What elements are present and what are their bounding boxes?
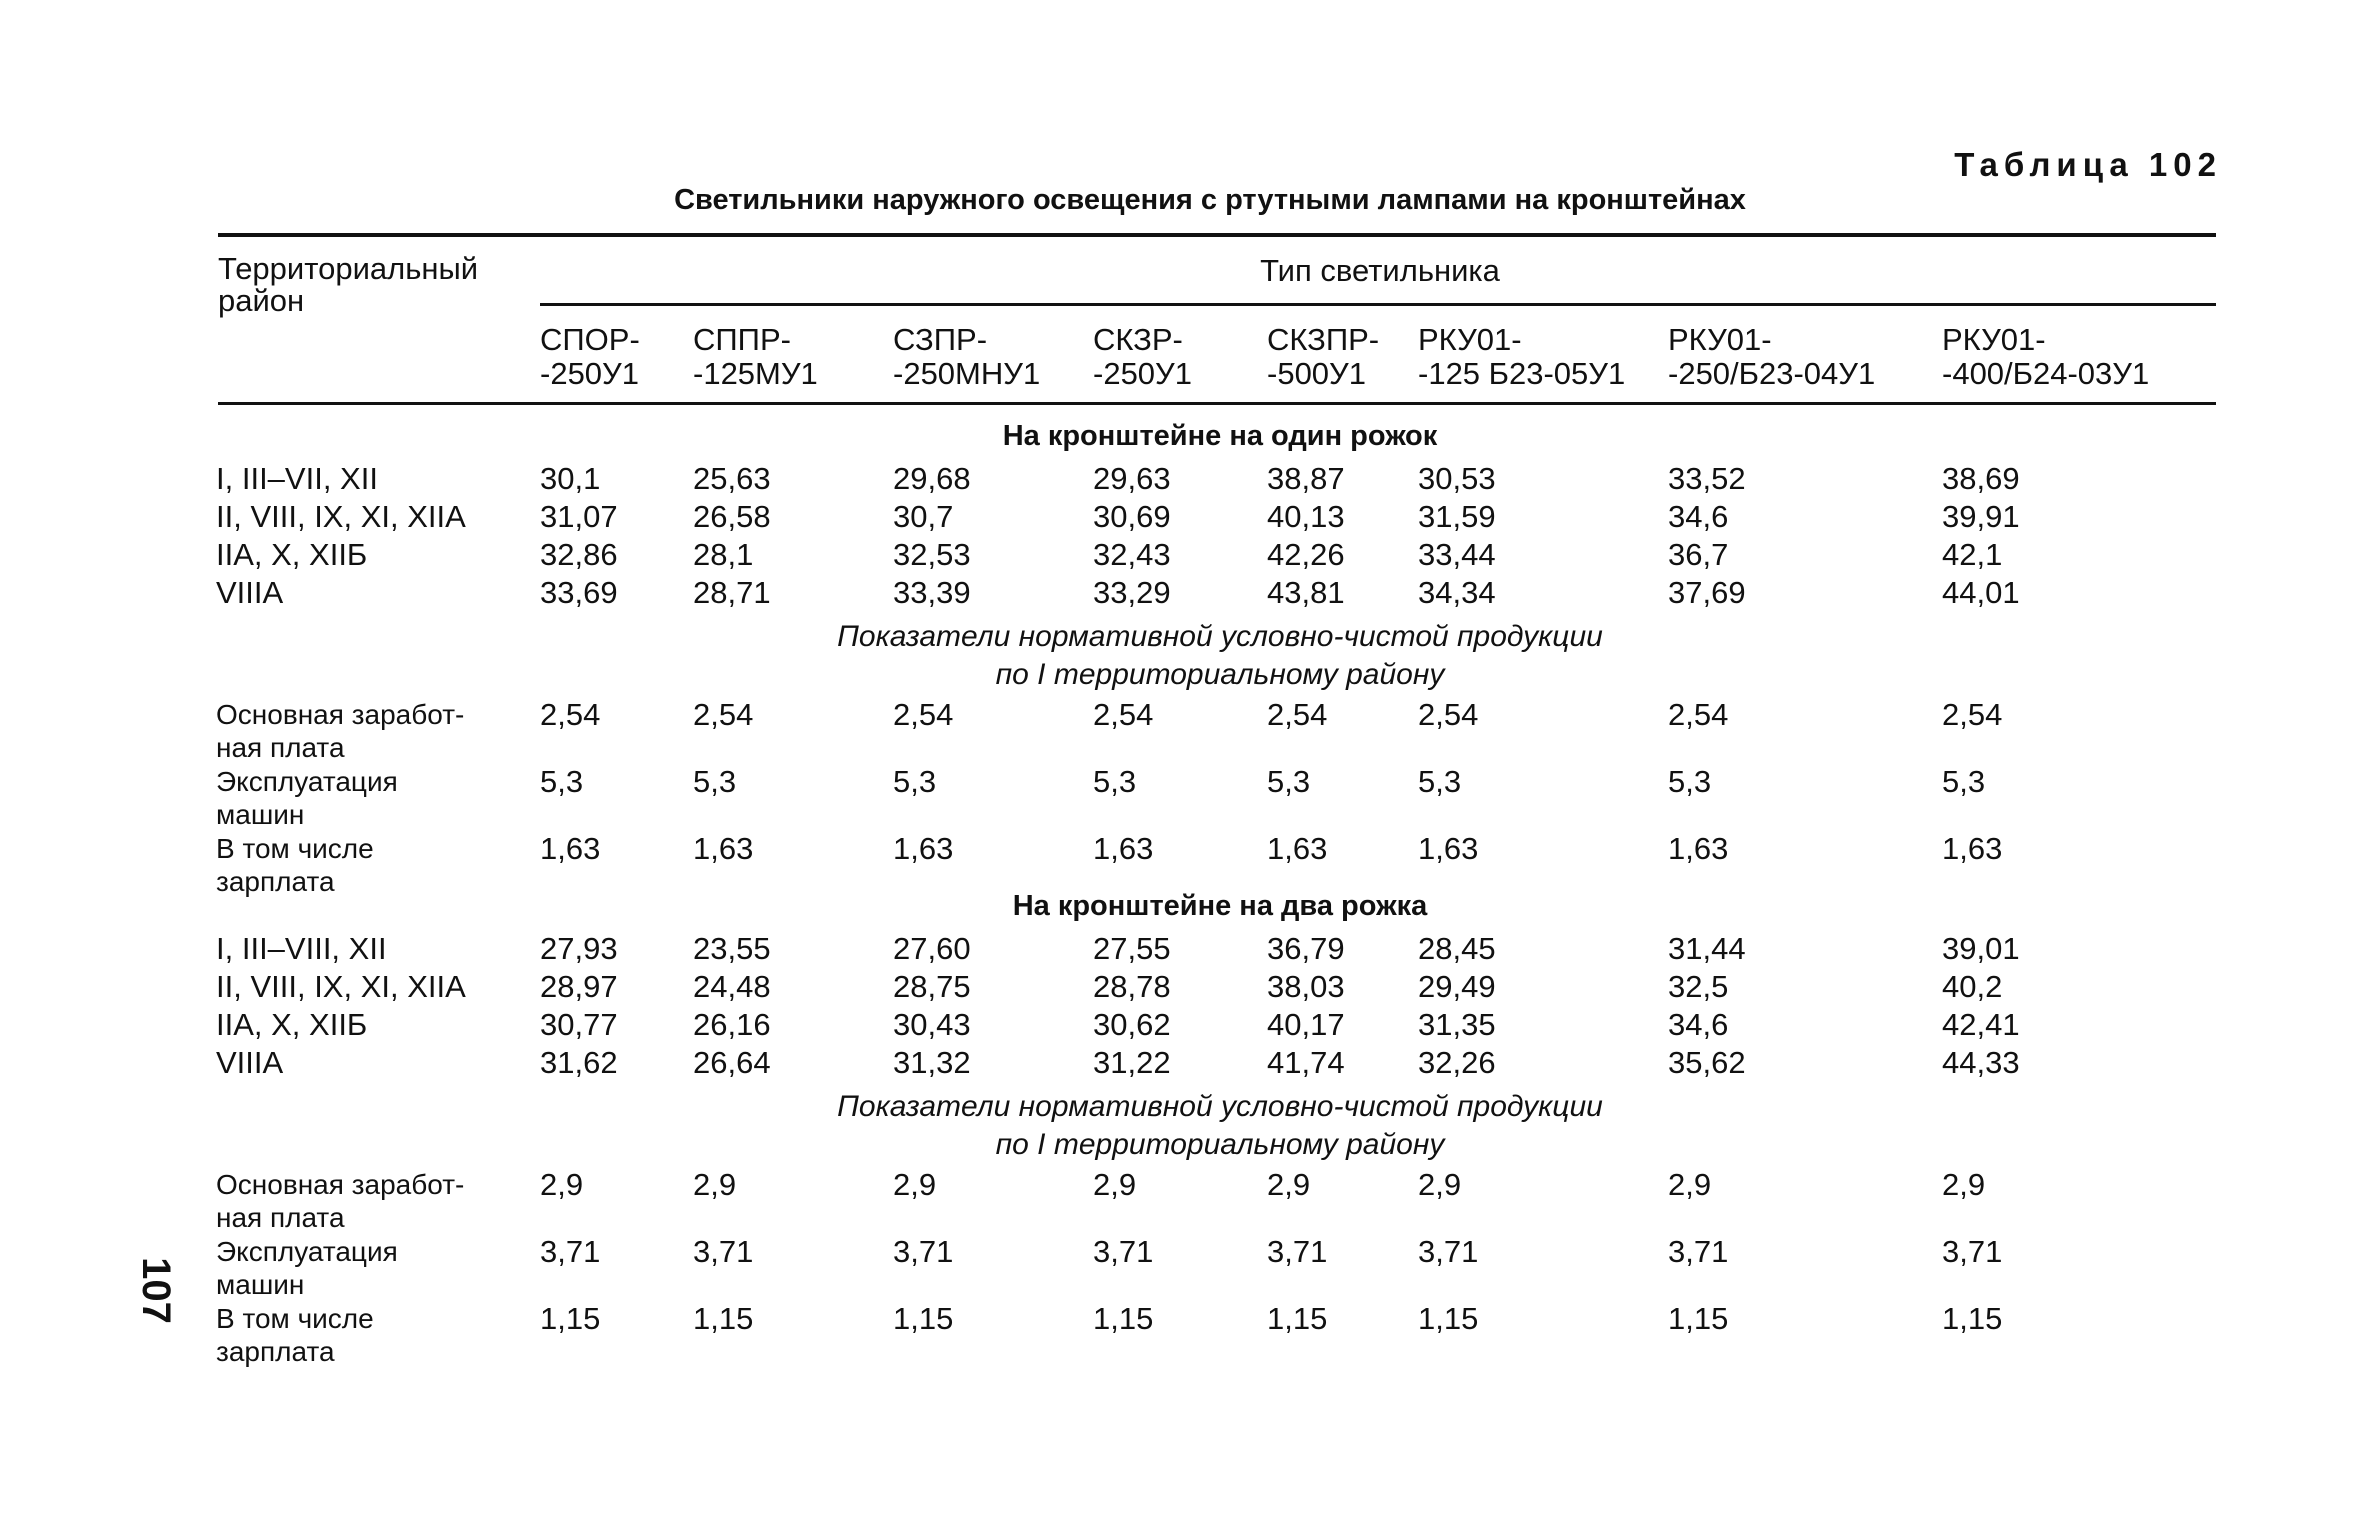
indicator-cell: 1,63 [540,831,601,866]
table-cell: 24,48 [693,969,771,1004]
table-cell: 36,7 [1668,537,1729,572]
table-cell: 38,87 [1267,461,1345,496]
indicator-cell: 2,9 [1942,1167,1986,1202]
table-cell: 33,52 [1668,461,1746,496]
table-cell: 31,32 [893,1045,971,1080]
indicator-cell: 1,63 [1267,831,1328,866]
table-cell: 42,1 [1942,537,2003,572]
indicator-cell: 5,3 [1267,764,1311,799]
table-title: Светильники наружного освещения с ртутными лампами на кронштейнах [674,184,1746,216]
region-row-label: I, III–VII, XII [216,461,378,496]
table-cell: 23,55 [693,931,771,966]
header-divider [540,303,2216,306]
region-row-label: IIA, X, XIIБ [216,537,368,572]
column-header-3 [893,323,1040,391]
table-cell: 42,41 [1942,1007,2020,1042]
indicator-cell: 2,54 [693,697,754,732]
indicator-cell: 5,3 [1418,764,1462,799]
table-cell: 33,44 [1418,537,1496,572]
table-cell: 36,79 [1267,931,1345,966]
top-rule [218,233,2216,237]
indicator-cell: 2,54 [1418,697,1479,732]
table-cell: 25,63 [693,461,771,496]
region-row-label: II, VIII, IX, XI, XIIA [216,969,466,1004]
indicator-cell: 1,15 [693,1301,754,1336]
table-cell: 34,6 [1668,1007,1729,1042]
indicator-cell: 1,15 [540,1301,601,1336]
column-header-line: -250У1 [540,356,639,391]
page-number: 107 [133,1257,178,1324]
table-cell: 27,60 [893,931,971,966]
table-cell: 43,81 [1267,575,1345,610]
table-cell: 28,1 [693,537,754,572]
table-cell: 30,1 [540,461,601,496]
indicator-label-line: машин [216,799,305,830]
indicator-label [216,698,464,764]
region-row-label: IIA, X, XIIБ [216,1007,368,1042]
region-row-label: I, III–VIII, XII [216,931,387,966]
column-header-line: СКЗПР- [1267,322,1380,357]
indicator-label-line: ная плата [216,732,345,763]
table-cell: 33,39 [893,575,971,610]
indicator-cell: 1,15 [1267,1301,1328,1336]
table-cell: 33,69 [540,575,618,610]
column-header-line: -400/Б24-03У1 [1942,356,2150,391]
column-header-line: -250МНУ1 [893,356,1041,391]
indicator-cell: 3,71 [1942,1234,2003,1269]
column-header-5 [1267,323,1379,391]
indicator-label-line: В том числе [216,833,374,864]
indicator-cell: 2,9 [1418,1167,1462,1202]
table-cell: 39,91 [1942,499,2020,534]
table-cell: 29,63 [1093,461,1171,496]
column-header-4 [1093,323,1192,391]
indicator-cell: 1,63 [1418,831,1479,866]
region-row-label: VIIIA [216,1045,284,1080]
indicator-cell: 2,54 [1668,697,1729,732]
table-cell: 30,7 [893,499,954,534]
section-note [220,618,2220,694]
table-cell: 31,35 [1418,1007,1496,1042]
table-cell: 31,22 [1093,1045,1171,1080]
column-header-line: СКЗР- [1093,322,1183,357]
table-cell: 37,69 [1668,575,1746,610]
table-cell: 29,68 [893,461,971,496]
indicator-label-line: Эксплуатация [216,766,398,797]
indicator-cell: 5,3 [893,764,937,799]
indicator-cell: 5,3 [1093,764,1137,799]
indicator-cell: 5,3 [1942,764,1986,799]
table-cell: 31,44 [1668,931,1746,966]
column-header-line: СЗПР- [893,322,988,357]
indicator-cell: 3,71 [1418,1234,1479,1269]
indicator-cell: 2,9 [540,1167,584,1202]
indicator-cell: 2,54 [1942,697,2003,732]
indicator-cell: 1,15 [1668,1301,1729,1336]
type-header: Тип светильника [1260,253,1500,288]
table-cell: 32,53 [893,537,971,572]
indicator-cell: 2,9 [693,1167,737,1202]
indicator-label [216,1168,464,1234]
table-cell: 32,86 [540,537,618,572]
indicator-cell: 2,9 [1668,1167,1712,1202]
indicator-cell: 2,9 [1093,1167,1137,1202]
indicator-cell: 3,71 [893,1234,954,1269]
column-header-line: -125 Б23-05У1 [1418,356,1626,391]
table-cell: 40,17 [1267,1007,1345,1042]
indicator-cell: 3,71 [1267,1234,1328,1269]
table-cell: 31,59 [1418,499,1496,534]
table-cell: 26,16 [693,1007,771,1042]
indicator-cell: 5,3 [693,764,737,799]
table-cell: 30,62 [1093,1007,1171,1042]
table-cell: 28,97 [540,969,618,1004]
table-cell: 44,33 [1942,1045,2020,1080]
column-header-7 [1668,323,1875,391]
section-note-line: Показатели нормативной условно-чистой продукции [837,620,1603,653]
table-cell: 40,13 [1267,499,1345,534]
table-cell: 32,43 [1093,537,1171,572]
indicator-label [216,1302,374,1368]
indicator-label [216,1235,398,1301]
table-cell: 32,5 [1668,969,1729,1004]
table-cell: 44,01 [1942,575,2020,610]
column-header-line: СПОР- [540,322,640,357]
table-cell: 30,77 [540,1007,618,1042]
table-cell: 38,69 [1942,461,2020,496]
indicator-cell: 1,63 [893,831,954,866]
table-cell: 38,03 [1267,969,1345,1004]
column-header-line: РКУ01- [1418,322,1522,357]
table-cell: 30,53 [1418,461,1496,496]
table-cell: 30,69 [1093,499,1171,534]
table-cell: 26,64 [693,1045,771,1080]
indicator-label-line: зарплата [216,866,335,897]
indicator-cell: 1,15 [1418,1301,1479,1336]
indicator-label [216,765,398,831]
column-header-8 [1942,323,2149,391]
indicator-cell: 2,9 [1267,1167,1311,1202]
section-note-line: Показатели нормативной условно-чистой продукции [837,1090,1603,1123]
indicator-cell: 2,9 [893,1167,937,1202]
table-cell: 28,71 [693,575,771,610]
column-header-line: РКУ01- [1942,322,2046,357]
table-cell: 27,55 [1093,931,1171,966]
indicator-cell: 1,15 [893,1301,954,1336]
region-header [218,253,518,317]
table-cell: 39,01 [1942,931,2020,966]
table-cell: 31,62 [540,1045,618,1080]
header-bottom-rule [218,402,2216,405]
table-number: Таблица 102 [1954,146,2222,183]
section-title: На кронштейне на один рожок [1002,420,1438,452]
table-cell: 34,6 [1668,499,1729,534]
indicator-cell: 1,63 [1942,831,2003,866]
indicator-cell: 5,3 [1668,764,1712,799]
indicator-cell: 3,71 [1668,1234,1729,1269]
indicator-cell: 2,54 [1093,697,1154,732]
column-header-line: -125МУ1 [693,356,818,391]
table-cell: 35,62 [1668,1045,1746,1080]
table-cell: 28,78 [1093,969,1171,1004]
column-header-line: -250У1 [1093,356,1192,391]
indicator-label-line: Основная заработ- [216,1169,465,1200]
section-title: На кронштейне на два рожка [1012,890,1428,922]
indicator-cell: 1,15 [1093,1301,1154,1336]
indicator-label [216,832,374,898]
indicator-cell: 1,63 [693,831,754,866]
indicator-cell: 3,71 [693,1234,754,1269]
indicator-cell: 2,54 [1267,697,1328,732]
indicator-cell: 1,63 [1668,831,1729,866]
table-cell: 28,75 [893,969,971,1004]
indicator-cell: 5,3 [540,764,584,799]
region-row-label: VIIIA [216,575,284,610]
section-note-line: по I территориальному району [995,1128,1445,1161]
table-cell: 32,26 [1418,1045,1496,1080]
table-cell: 28,45 [1418,931,1496,966]
column-header-line: СППР- [693,322,791,357]
column-header-line: -250/Б23-04У1 [1668,356,1876,391]
indicator-cell: 3,71 [540,1234,601,1269]
table-cell: 30,43 [893,1007,971,1042]
indicator-cell: 2,54 [893,697,954,732]
region-row-label: II, VIII, IX, XI, XIIA [216,499,466,534]
indicator-cell: 1,63 [1093,831,1154,866]
indicator-label-line: зарплата [216,1336,335,1367]
indicator-cell: 2,54 [540,697,601,732]
indicator-label-line: ная плата [216,1202,345,1233]
table-cell: 29,49 [1418,969,1496,1004]
section-note [220,1088,2220,1164]
column-header-6 [1418,323,1625,391]
column-header-line: РКУ01- [1668,322,1772,357]
column-header-line: -500У1 [1267,356,1366,391]
indicator-cell: 3,71 [1093,1234,1154,1269]
table-cell: 42,26 [1267,537,1345,572]
indicator-label-line: машин [216,1269,305,1300]
table-cell: 27,93 [540,931,618,966]
table-cell: 34,34 [1418,575,1496,610]
table-cell: 40,2 [1942,969,2003,1004]
column-header-1 [540,323,640,391]
column-header-2 [693,323,818,391]
indicator-label-line: В том числе [216,1303,374,1334]
indicator-cell: 1,15 [1942,1301,2003,1336]
indicator-label-line: Эксплуатация [216,1236,398,1267]
table-cell: 41,74 [1267,1045,1345,1080]
table-cell: 31,07 [540,499,618,534]
table-cell: 26,58 [693,499,771,534]
region-header-label: Территориальный район [218,251,479,318]
section-note-line: по I территориальному району [995,658,1445,691]
indicator-label-line: Основная заработ- [216,699,465,730]
table-cell: 33,29 [1093,575,1171,610]
